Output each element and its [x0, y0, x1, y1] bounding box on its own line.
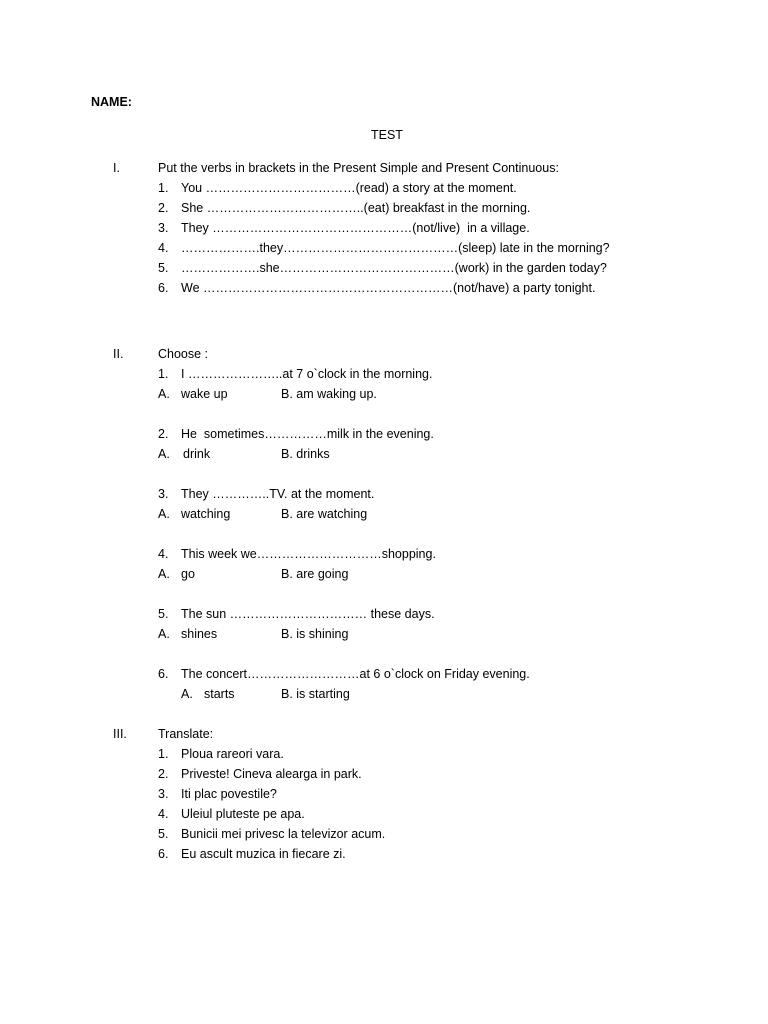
option-a: watching — [181, 507, 231, 521]
question-text: The sun …………………………… these days. — [181, 607, 435, 621]
option-b: B. are watching — [281, 507, 368, 521]
question-text: He sometimes……………milk in the evening. — [181, 427, 434, 441]
item-text: We ……………………………………………………(not/have) a party tonight. — [181, 281, 596, 295]
item-number: 6. — [158, 281, 169, 295]
question-text: I …………………..at 7 o`clock in the morning. — [181, 367, 433, 381]
item-number: 6. — [158, 847, 169, 861]
question-number: 3. — [158, 487, 169, 501]
option-a-label: A. — [158, 627, 170, 641]
option-b: B. drinks — [281, 447, 330, 461]
option-a: starts — [204, 687, 235, 701]
option-a: drink — [183, 447, 211, 461]
question-text: This week we…………………………shopping. — [181, 547, 436, 561]
question-text: They …………..TV. at the moment. — [181, 487, 375, 501]
section-instruction: Put the verbs in brackets in the Present Simple and Present Continuous: — [158, 161, 559, 175]
item-number: 1. — [158, 747, 169, 761]
option-a-label: A. — [158, 507, 170, 521]
section-instruction: Translate: — [158, 727, 214, 741]
item-text: You ………………………………(read) a story at the moment. — [181, 181, 517, 195]
question-number: 2. — [158, 427, 169, 441]
item-number: 1. — [158, 181, 169, 195]
option-a-label: A. — [158, 387, 170, 401]
item-text: Uleiul pluteste pe apa. — [181, 807, 305, 821]
page-title: TEST — [371, 128, 403, 142]
item-text: Iti plac povestile? — [181, 787, 277, 801]
question-number: 1. — [158, 367, 169, 381]
option-a: wake up — [181, 387, 228, 401]
item-text: ……………….they……………………………………(sleep) late in the morning? — [181, 241, 610, 255]
option-a: shines — [181, 627, 218, 641]
item-text: Bunicii mei privesc la televizor acum. — [181, 827, 386, 841]
question-text: The concert………………………at 6 o`clock on Friday evening. — [181, 667, 530, 681]
item-text: They …………………………………………(not/live) in a village. — [181, 221, 530, 235]
option-a-label: A. — [158, 447, 170, 461]
item-number: 3. — [158, 221, 169, 235]
section-number: I. — [113, 161, 120, 175]
section-number: III. — [113, 727, 127, 741]
option-b: B. is shining — [281, 627, 349, 641]
section-instruction: Choose : — [158, 347, 209, 361]
option-b: B. are going — [281, 567, 349, 581]
question-number: 4. — [158, 547, 169, 561]
item-text: Eu ascult muzica in fiecare zi. — [181, 847, 346, 861]
item-number: 5. — [158, 261, 169, 275]
item-number: 2. — [158, 201, 169, 215]
item-text: Ploua rareori vara. — [181, 747, 284, 761]
item-number: 4. — [158, 807, 169, 821]
question-number: 5. — [158, 607, 169, 621]
item-number: 5. — [158, 827, 169, 841]
option-b: B. am waking up. — [281, 387, 377, 401]
option-a-label: A. — [181, 687, 193, 701]
item-text: She ………………………………..(eat) breakfast in the morning. — [181, 201, 531, 215]
item-number: 4. — [158, 241, 169, 255]
option-a-label: A. — [158, 567, 170, 581]
item-text: Priveste! Cineva alearga in park. — [181, 767, 362, 781]
item-number: 2. — [158, 767, 169, 781]
item-number: 3. — [158, 787, 169, 801]
question-number: 6. — [158, 667, 169, 681]
item-text: ……………….she……………………………………(work) in the garden today? — [181, 261, 607, 275]
section-number: II. — [113, 347, 124, 361]
name-label: NAME: — [91, 95, 132, 109]
option-b: B. is starting — [281, 687, 350, 701]
option-a: go — [181, 567, 195, 581]
